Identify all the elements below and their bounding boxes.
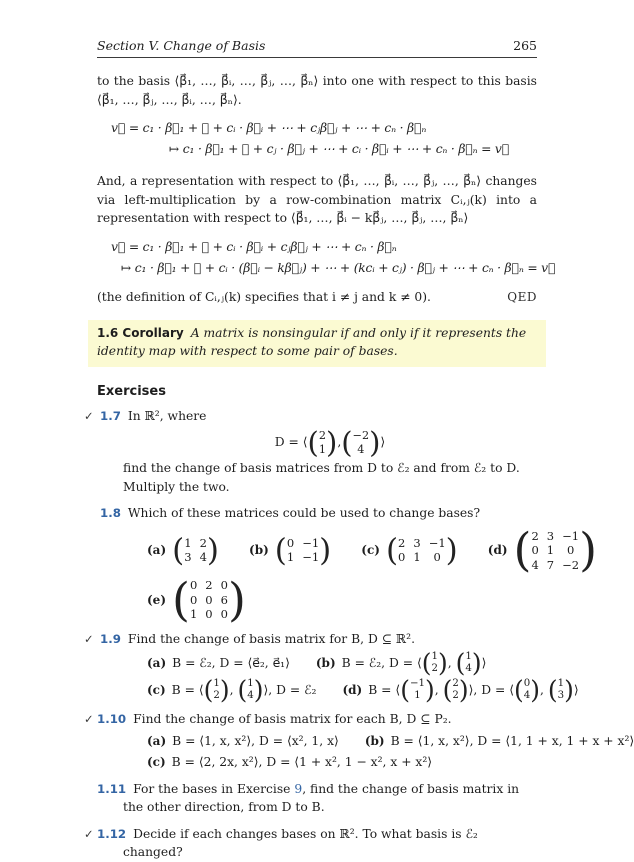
matrix-cell: −1 [562, 528, 580, 543]
matrix-cell: 1 [465, 651, 472, 662]
qed-remark: (the definition of Cᵢ,ⱼ(k) specifies that i ≠ j and k ≠ 0). [97, 289, 431, 304]
matrix-cell: 2 [431, 663, 439, 674]
subitem-a [147, 732, 339, 751]
exercise-number[interactable]: 1.8 [100, 506, 121, 520]
left-paren: ( [203, 675, 214, 705]
matrix-cell: 2 [213, 690, 220, 701]
matrix-cell: 0 [566, 543, 575, 557]
matrix-cell: −1 [302, 535, 320, 550]
column-vector [341, 425, 381, 460]
exercises-heading: Exercises [97, 383, 166, 399]
exercise-1-12 [84, 825, 537, 862]
matrix-cell: 0 [286, 535, 295, 550]
matrix-entries [410, 678, 425, 702]
matrix-cell: 0 [220, 578, 228, 592]
right-paren: ) [206, 532, 220, 569]
section-title: Section V. Change of Basis [97, 38, 266, 53]
matrix-entries [398, 536, 446, 565]
right-paren: ) [438, 648, 448, 678]
exercise-intro: Find the change of basis matrix for each B, D ⊆ P₂. [133, 712, 452, 726]
matrix-cell: −1 [409, 678, 425, 689]
math-text: , [229, 682, 238, 697]
matrix-cell: 2 [398, 535, 406, 550]
math-text: ⟩, D = ⟨ [468, 682, 515, 697]
matrix-cell: 0 [189, 592, 198, 607]
matrix-option-a [147, 532, 220, 569]
exercise-intro: In ℝ², where [127, 408, 207, 423]
column-vector [400, 675, 435, 705]
exercise-1-11 [97, 780, 537, 817]
right-paren: ) [219, 675, 230, 705]
math-line: v⃗ = c₁ · β⃗₁ + ⋯ + cᵢ · β⃗ᵢ + ⋯ + cⱼβ⃗ⱼ + ⋯ + cₙ · β⃗ₙ [111, 121, 427, 135]
matrix-cell: 0 [433, 550, 441, 565]
matrix-cell: 7 [546, 557, 555, 572]
matrix-cell: 4 [357, 442, 365, 456]
math-text: , [434, 682, 443, 697]
matrix-entries [531, 529, 579, 573]
corollary-text: A matrix is nonsingular if and only if it represents the identity map with respect to some pair of bases. [97, 325, 527, 358]
matrix-cell: 6 [220, 592, 228, 607]
matrix-cell: −2 [562, 557, 580, 572]
right-paren: ) [579, 522, 598, 577]
matrix-cell: 1 [414, 690, 421, 701]
option-label: (c) [361, 543, 380, 557]
option-label: (c) [147, 682, 166, 697]
matrix-cell: 4 [247, 690, 254, 701]
option-label: (a) [147, 655, 167, 670]
matrix-cell: 1 [286, 550, 295, 565]
subitem-b [315, 648, 487, 678]
matrix-cell: −2 [352, 429, 370, 442]
matrix-cell: 2 [531, 528, 539, 543]
matrix-entries [353, 429, 370, 456]
matrix-option-b [249, 532, 332, 569]
matrix-cell: 0 [220, 607, 228, 621]
matrix-cell: −1 [302, 550, 320, 565]
matrix-cell: 0 [523, 678, 531, 689]
left-paren: ( [442, 675, 453, 705]
matrix-cell: 1 [413, 550, 421, 565]
matrix-cell: 0 [398, 550, 406, 565]
subitem-text: B = ⟨2, 2x, x²⟩, D = ⟨1 + x², 1 − x², x + x²⟩ [171, 755, 433, 769]
column-vector [514, 675, 541, 705]
matrix-options-row-1 [147, 522, 598, 577]
left-paren: ( [172, 572, 190, 627]
right-paren: ) [445, 532, 458, 569]
subitem-text: B = ⟨1, x, x²⟩, D = ⟨1, 1 + x, 1 + x + x²⟩ [390, 733, 634, 748]
checkmark-icon: ✓ [84, 712, 94, 726]
left-paren: ( [455, 648, 466, 678]
option-label: (e) [147, 592, 166, 607]
column-vector [307, 425, 338, 460]
subitem-d [342, 675, 579, 705]
right-paren: ) [326, 425, 338, 460]
subitems-row-1 [147, 648, 537, 678]
exercise-continuation: find the change of basis matrices from D to ℰ₂ and from ℰ₂ to D. Multiply the two. [123, 461, 520, 494]
right-paren: ) [253, 675, 264, 705]
left-paren: ( [385, 532, 399, 569]
math-text: ⟩ [380, 435, 386, 450]
corollary-box [88, 320, 546, 367]
exercise-reference-link[interactable]: 9 [294, 781, 303, 796]
math-line: ↦ c₁ · β⃗₁ + ⋯ + cⱼ · β⃗ⱼ + ⋯ + cᵢ · β⃗ᵢ + ⋯ + cₙ · β⃗ₙ = v⃗ [169, 142, 510, 156]
matrix-cell: 0 [205, 592, 213, 607]
matrix-cell: 2 [452, 678, 459, 689]
matrix-options-row-2 [147, 572, 537, 627]
matrix-entries [190, 578, 228, 622]
matrix-cell: 1 [189, 607, 198, 621]
math-text: B = ℰ₂, D = ⟨ [341, 655, 422, 670]
left-paren: ( [400, 675, 410, 705]
option-label: (a) [147, 733, 167, 748]
math-text: B = ⟨ [368, 682, 401, 697]
option-label: (d) [342, 682, 363, 697]
paragraph-swap-basis: to the basis ⟨β⃗₁, …, β⃗ᵢ, …, β⃗ⱼ, …, β⃗ₙ⟩ into one with respect to this basis ⟨β⃗₁, …, β⃗ⱼ, …, β⃗ᵢ, …, β⃗ₙ⟩. [97, 74, 537, 107]
column-vector [547, 675, 574, 705]
matrix-cell: 3 [546, 528, 555, 543]
math-text: , [540, 682, 548, 697]
subitem-b [365, 732, 634, 751]
matrix-cell: −1 [428, 535, 446, 550]
left-paren: ( [514, 675, 524, 705]
matrix-cell: 4 [523, 690, 531, 701]
math-line: v⃗ = c₁ · β⃗₁ + ⋯ + cᵢ · β⃗ᵢ + cⱼβ⃗ⱼ + ⋯ + cₙ · β⃗ₙ [111, 239, 397, 254]
column-vector [237, 675, 264, 705]
math-text: ⟩, D = ℰ₂ [263, 682, 317, 697]
math-line: ↦ c₁ · β⃗₁ + ⋯ + cᵢ · (β⃗ᵢ − kβ⃗ⱼ) + ⋯ + (kcᵢ + cⱼ) · β⃗ⱼ + ⋯ + cₙ · β⃗ₙ = v⃗ [121, 260, 556, 275]
matrix [385, 532, 458, 569]
right-paren: ) [471, 648, 482, 678]
left-paren: ( [307, 425, 319, 460]
right-paren: ) [369, 425, 381, 460]
page-content [84, 38, 634, 862]
left-paren: ( [513, 522, 532, 577]
right-paren: ) [425, 675, 435, 705]
column-vector [421, 648, 448, 678]
subitems-row-2 [147, 675, 579, 705]
qed-line [97, 288, 537, 306]
exercise-1-8 [97, 504, 598, 627]
page-number: 265 [513, 38, 537, 53]
matrix-option-d [487, 522, 598, 577]
exercise-text: Decide if each changes bases on ℝ². To what basis is ℰ₂ changed? [123, 826, 478, 859]
matrix-cell: 4 [531, 557, 539, 572]
math-text: ⟩ [481, 655, 487, 670]
math-text: , [337, 435, 342, 450]
matrix-cell: 1 [546, 543, 555, 557]
matrix-cell: 1 [431, 651, 439, 662]
subitems-row-2 [147, 753, 537, 772]
exercise-1-9 [84, 630, 579, 705]
column-vector [455, 648, 482, 678]
matrix-cell: 1 [247, 678, 254, 689]
checkmark-icon: ✓ [84, 631, 94, 646]
matrix-entries [319, 429, 326, 456]
matrix-entries [287, 536, 319, 565]
option-label: (b) [315, 655, 336, 670]
math-text: , [447, 655, 456, 670]
matrix-cell: 3 [184, 550, 192, 565]
subitem-text: B = ⟨1, x, x²⟩, D = ⟨x², 1, x⟩ [172, 733, 339, 748]
exercise-intro: Find the change of basis matrix for B, D ⊆ ℝ². [127, 631, 415, 646]
math-text: B = ⟨ [171, 682, 204, 697]
matrix-cell: 1 [184, 535, 192, 550]
matrix-entries [184, 536, 207, 565]
math-text: B = ℰ₂, D = ⟨e⃗₂, e⃗₁⟩ [172, 655, 290, 670]
matrix-option-e [147, 572, 246, 627]
matrix-cell: 0 [189, 578, 198, 592]
matrix-cell: 0 [531, 543, 539, 557]
matrix [513, 522, 598, 577]
exercise-text: For the bases in Exercise [133, 781, 295, 796]
matrix-cell: 4 [465, 663, 472, 674]
subitem-c [147, 753, 432, 772]
math-text: ⟩ [573, 682, 579, 697]
math-text: D = ⟨ [274, 435, 308, 450]
matrix-option-c [361, 532, 458, 569]
matrix [274, 532, 332, 569]
column-vector [442, 675, 469, 705]
matrix-cell: 1 [318, 442, 326, 456]
matrix-cell: 2 [199, 535, 207, 550]
exercise-number[interactable]: 1.7 [100, 408, 121, 423]
matrix-cell: 1 [213, 678, 220, 689]
matrix-cell: 4 [199, 550, 207, 565]
matrix [172, 532, 220, 569]
option-label: (a) [147, 543, 167, 557]
left-paren: ( [547, 675, 558, 705]
option-label: (b) [364, 733, 385, 748]
exercise-number[interactable]: 1.10 [97, 712, 127, 726]
matrix-cell: 2 [205, 578, 213, 592]
exercise-number[interactable]: 1.9 [100, 631, 121, 646]
left-paren: ( [172, 532, 185, 569]
corollary-label: 1.6 Corollary [97, 325, 184, 340]
exercise-text: , find the change of basis matrix in the other direction, from D to B. [123, 781, 520, 814]
qed-label: QED [507, 289, 537, 304]
left-paren: ( [421, 648, 432, 678]
matrix [172, 572, 246, 627]
exercise-display [123, 425, 537, 460]
exercise-1-10 [84, 710, 634, 772]
checkmark-icon: ✓ [84, 408, 94, 423]
column-vector [203, 675, 230, 705]
math-display-2 [97, 237, 556, 279]
right-paren: ) [564, 675, 574, 705]
right-paren: ) [530, 675, 541, 705]
exercise-intro: Which of these matrices could be used to change bases? [127, 506, 481, 520]
option-label: (d) [487, 543, 508, 557]
left-paren: ( [341, 425, 353, 460]
matrix-cell: 3 [413, 535, 421, 550]
right-paren: ) [458, 675, 469, 705]
matrix-cell: 1 [557, 678, 565, 689]
exercise-number[interactable]: 1.12 [97, 826, 127, 841]
math-display-1 [97, 118, 537, 160]
matrix-cell: 2 [452, 690, 459, 701]
option-label: (c) [147, 755, 166, 769]
matrix-cell: 2 [318, 429, 326, 442]
right-paren: ) [227, 572, 246, 627]
right-paren: ) [319, 532, 332, 569]
matrix-cell: 3 [557, 690, 565, 701]
left-paren: ( [237, 675, 248, 705]
checkmark-icon: ✓ [84, 826, 94, 841]
subitems-row-1 [147, 732, 634, 751]
exercise-number[interactable]: 1.11 [97, 781, 127, 796]
option-label: (b) [249, 543, 269, 557]
paragraph-row-combination: And, a representation with respect to ⟨β⃗₁, …, β⃗ᵢ, …, β⃗ⱼ, …, β⃗ₙ⟩ changes via left-multiplication by a row-combination matrix Cᵢ,ⱼ(k) into a representation with respect to ⟨β⃗₁, …, β⃗ᵢ − kβ⃗ⱼ, …, β⃗ⱼ, …, β⃗ₙ⟩ [97, 174, 537, 225]
left-paren: ( [274, 532, 287, 569]
page-header [97, 38, 537, 58]
matrix-cell: 0 [205, 607, 213, 621]
subitem-c [147, 675, 317, 705]
exercise-1-7 [84, 407, 537, 497]
subitem-a [147, 654, 290, 673]
